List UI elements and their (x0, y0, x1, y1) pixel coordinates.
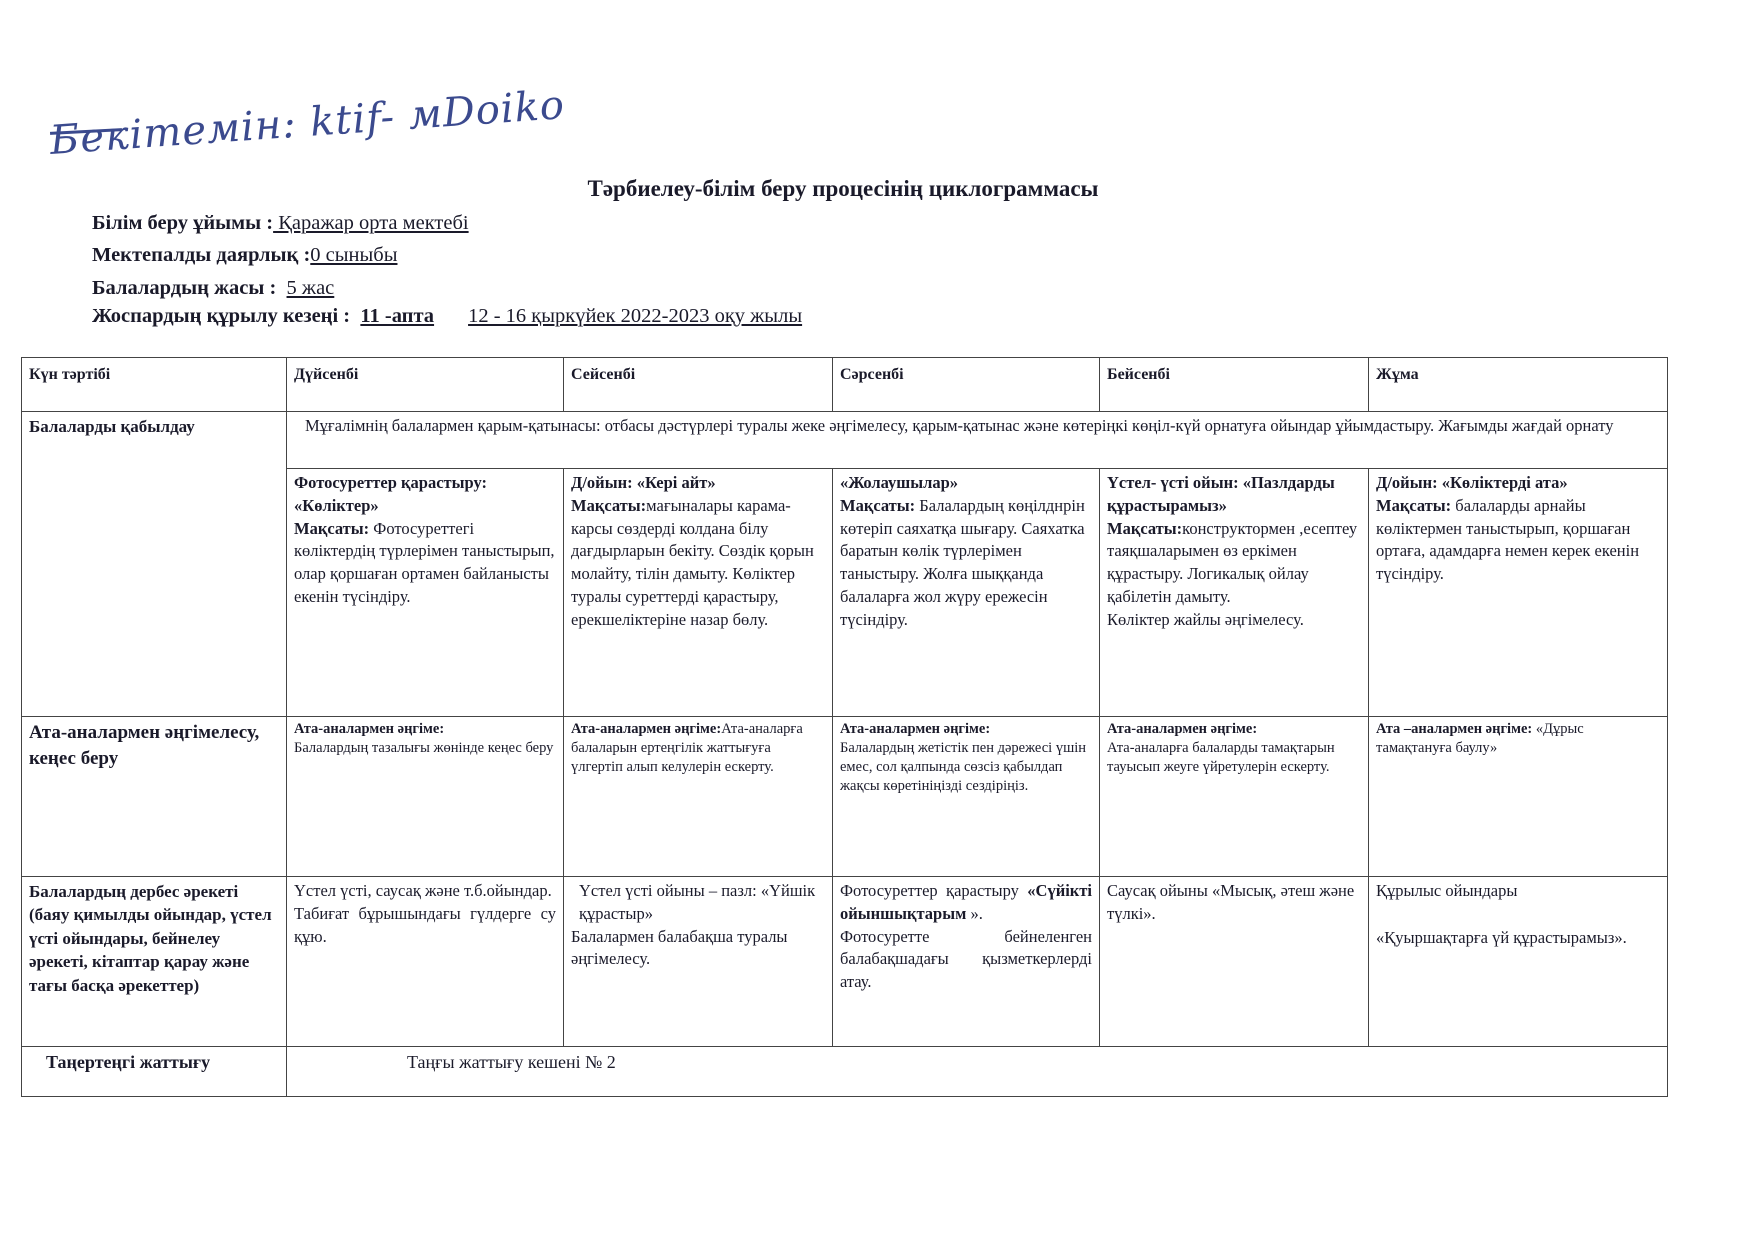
meta-organization (92, 212, 469, 235)
age-value: 5 жас (286, 277, 335, 299)
cell-tue-games (564, 469, 833, 717)
thu-parents-head: Ата-аналармен әңгіме: (1107, 721, 1258, 737)
tue-parents-text: Ата-аналарға балаларын ертеңгілік жаттығуға үлгертіп алып келулерін ескерту. (571, 721, 803, 776)
table-row-reception (22, 412, 1668, 469)
thu-goal-label: Мақсаты: (1107, 518, 1183, 538)
table-header-row (22, 358, 1668, 412)
mon-goal-label: Мақсаты: (294, 518, 370, 538)
cell-fri-games (1369, 469, 1668, 717)
wed-parents-text: Балалардың жетістік пен дәрежесі үшін емес, сол қалпында сөзсіз қабылдап жақсы көретініңізді сездіріңіз. (840, 740, 1087, 795)
fri-goal-label: Мақсаты: (1376, 495, 1452, 515)
wed-game-title: «Жолаушылар» (840, 473, 959, 492)
thu-indep-text: Саусақ ойыны «Мысық, әтеш және түлкі». (1107, 881, 1355, 923)
cell-fri-independent (1369, 877, 1668, 1047)
thu-goal-text: конструктормен ,есептеу таяқшаларымен өз еркімен құрастыру. Логикалық ойлау қабілетін дамыту. (1107, 518, 1358, 606)
row-label-parents: Ата-аналармен әңгімелесу, кеңес беру (22, 717, 287, 877)
period-week: 11 -апта (360, 305, 435, 327)
wed-indep-line2: Фотосуретте бейнеленген балабақшадағы қызметкерлерді атау. (840, 926, 1092, 992)
handwritten-approval-note: Бекітемін: ktif- мDoiko (48, 82, 567, 164)
fri-indep-line2: «Қуыршақтарға үй құрастырамыз». (1376, 927, 1627, 947)
fri-indep-line1: Құрылыс ойындары (1376, 881, 1518, 900)
cell-wed-games (833, 469, 1100, 717)
wed-goal-label: Мақсаты: (840, 495, 916, 515)
meta-group (92, 244, 397, 267)
mon-goal-text: Фотосуреттегі көліктердің түрлерімен таныстырып, олар қоршаған ортамен байланысты екенін түсіндіру. (294, 518, 555, 606)
org-value: Қаражар орта мектебі (273, 212, 469, 234)
header-schedule: Күн тәртібі (22, 358, 287, 412)
table-row-parents (22, 717, 1668, 877)
header-tuesday: Сейсенбі (564, 358, 833, 412)
table-row-exercise (22, 1047, 1668, 1097)
wed-parents-head: Ата-аналармен әңгіме: (840, 721, 991, 737)
tue-goal-text: мағыналары карама-карсы сөздерді колдана білу дағдырларын бекіту. Сөздік қорын молайту, тілін дамыту. Көліктер туралы суреттерді қарастыру, ерекшеліктеріне назар бөлу. (571, 495, 814, 629)
tue-game-title: Д/ойын: «Кері айт» (571, 473, 716, 492)
thu-game-title: Үстел- үсті ойын: «Пазлдарды құрастырамыз» (1107, 473, 1335, 515)
period-dates: 12 - 16 қыркүйек 2022-2023 оқу жылы (468, 305, 803, 327)
row-label-exercise: Таңертеңгі жаттығу (22, 1047, 287, 1097)
meta-age (92, 277, 334, 300)
mon-indep-line2: Табиғат бұрышындағы гүлдерге су құю. (294, 903, 556, 946)
cell-wed-independent (833, 877, 1100, 1047)
header-wednesday: Сәрсенбі (833, 358, 1100, 412)
group-label: Мектепалды даярлық : (92, 244, 311, 266)
mon-game-title: Фотосуреттер қарастыру: «Көліктер» (294, 473, 488, 515)
cell-tue-independent (564, 877, 833, 1047)
wed-indep-post: ». (966, 903, 983, 923)
cyclogram-table (21, 357, 1668, 1097)
tue-indep-line1: Үстел үсті ойыны – пазл: «Үйшік құрастыр» (579, 881, 816, 923)
row-label-reception: Балаларды қабылдау (22, 412, 287, 717)
tue-parents-head: Ата-аналармен әңгіме: (571, 721, 722, 737)
cell-mon-parents (287, 717, 564, 877)
period-label: Жоспардың құрылу кезеңі : (92, 305, 351, 327)
fri-game-title: Д/ойын: «Көліктерді ата» (1376, 473, 1568, 492)
cell-fri-parents (1369, 717, 1668, 877)
cell-mon-games (287, 469, 564, 717)
wed-indep-pre: Фотосуреттер қарастыру (840, 881, 1028, 900)
thu-extra-text: Көліктер жайлы әңгімелесу. (1107, 609, 1304, 629)
table-row-independent (22, 877, 1668, 1047)
document-title: Тәрбиелеу-білім беру процесінің циклограммасы (587, 176, 1099, 201)
thu-parents-text: Ата-аналарға балаларды тамақтарын тауысып жеуге үйретулерін ескерту. (1107, 740, 1335, 776)
cell-mon-independent (287, 877, 564, 1047)
row-label-independent: Балалардың дербес әрекеті (баяу қимылды ойындар, үстел үсті ойындары, бейнелеу әрекеті, кітаптар қарау және тағы басқа әрекеттер) (22, 877, 287, 1047)
mon-parents-head: Ата-аналармен әңгіме: (294, 721, 445, 737)
tue-goal-label: Мақсаты: (571, 495, 647, 515)
wed-goal-text: Балалардың көңілднрін көтеріп саяхатқа шығару. Саяхатка баратын көлік түрлерімен таныстыру. Жолға шыққанда балаларға жол жүру ережесін түсіндіру. (840, 495, 1085, 629)
fri-parents-text: «Дұрыс тамақтануға баулу» (1376, 721, 1584, 757)
group-value: 0 сыныбы (310, 244, 398, 266)
tue-indep-line2: Балалармен балабақша туралы әңгімелесу. (571, 926, 788, 969)
header-friday: Жұма (1369, 358, 1668, 412)
exercise-text: Таңғы жаттығу кешені № 2 (287, 1047, 1668, 1097)
mon-parents-text: Балалардың тазалығы жөнінде кеңес беру (294, 740, 554, 757)
wed-indep-bold: «Сүйікті ойыншықтарым (840, 881, 1092, 923)
fri-parents-head: Ата –аналармен әңгіме: (1376, 721, 1533, 737)
cell-wed-parents (833, 717, 1100, 877)
mon-indep-line1: Үстел үсті, саусақ және т.б.ойындар. (294, 881, 552, 900)
org-label: Білім беру ұйымы : (92, 212, 274, 234)
meta-period (92, 305, 802, 328)
cell-thu-games (1100, 469, 1369, 717)
cell-thu-parents (1100, 717, 1369, 877)
reception-common-text: Мұғалімнің балалармен қарым-қатынасы: отбасы дәстүрлері туралы жеке әңгімелесу, қарым-қатынас және көтеріңкі көңіл-күй орнатуға ойындар ұйымдастыру. Жағымды жағдай орнату (287, 412, 1668, 469)
fri-goal-text: балаларды арнайы көліктермен таныстырып, қоршаған ортаға, адамдарға немен керек екенін түсіндіру. (1376, 495, 1640, 584)
cell-tue-parents (564, 717, 833, 877)
age-label: Балалардың жасы : (92, 277, 277, 299)
cell-thu-independent (1100, 877, 1369, 1047)
header-thursday: Бейсенбі (1100, 358, 1369, 412)
header-monday: Дүйсенбі (287, 358, 564, 412)
